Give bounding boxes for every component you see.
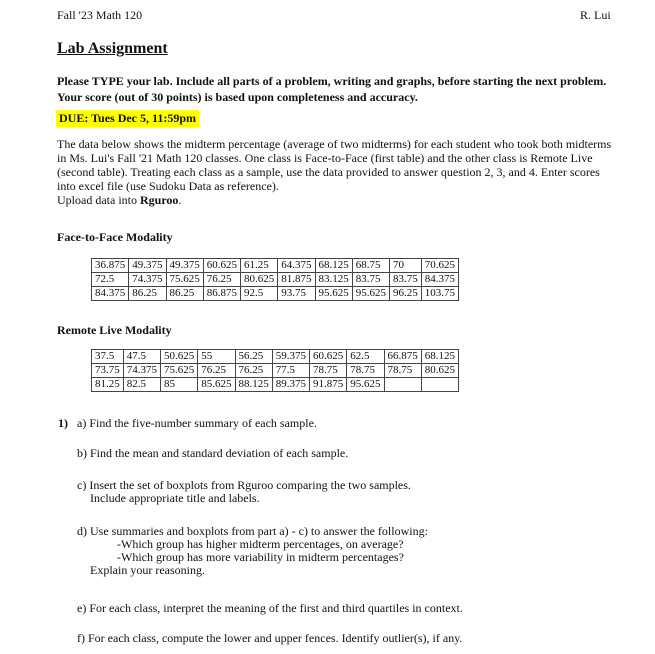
table-cell: 68.125 [421,350,458,364]
table-cell: 78.75 [384,364,421,378]
table-row [92,259,459,273]
instructions: Please TYPE your lab. Include all parts of a problem, writing and graphs, before starting the next problem. Your score (out of 30 points) is based upon completeness and accuracy. [57,74,607,104]
table-cell: 50.625 [161,350,198,364]
question-d-line: d) Use summaries and boxplots from part a) - c) to answer the following: [77,524,428,538]
upload-prefix: Upload data into [57,193,140,207]
table-cell: 81.25 [92,378,124,392]
table-cell: 74.375 [123,364,160,378]
description-text: The data below shows the midterm percentage (average of two midterms) for each student who took both midterms in Ms. Lui's Fall '21 Math 120 classes. One class is Face-to-Face (first table) and the other class is Remote Live (second table). Treating each class as a sample, use the data provided to answer question 2, 3, and 4. Enter scores into excel file (use Sudoku Data as reference). [57,137,612,193]
table-row [92,378,459,392]
table-cell: 56.25 [235,350,272,364]
table-cell: 74.375 [129,273,166,287]
table-cell: 76.25 [235,364,272,378]
table-cell: 78.75 [310,364,347,378]
table-cell [384,378,421,392]
question-f: f) For each class, compute the lower and upper fences. Identify outlier(s), if any. [77,631,463,645]
question-d-line: -Which group has higher midterm percentages, on average? [117,537,404,551]
table-cell: 49.375 [129,259,166,273]
table-cell: 78.75 [347,364,384,378]
table-cell: 86.25 [166,287,203,301]
table-cell: 86.875 [203,287,240,301]
table-cell: 95.625 [352,287,389,301]
table-cell: 83.75 [390,273,422,287]
table-cell: 64.375 [278,259,315,273]
table-row [92,350,459,364]
question-c [77,479,411,505]
table-cell: 55 [198,350,235,364]
table-cell: 47.5 [123,350,160,364]
table-cell: 68.125 [315,259,352,273]
table-cell [421,378,458,392]
table-row [92,287,459,301]
table-cell: 70 [390,259,422,273]
table-cell: 62.5 [347,350,384,364]
table-cell: 95.625 [347,378,384,392]
table-cell: 89.375 [272,378,309,392]
upload-target: Rguroo [139,193,179,207]
table-cell: 92.5 [241,287,278,301]
table-cell: 75.625 [166,273,203,287]
table-cell: 85.625 [198,378,235,392]
question-c-line: Include appropriate title and labels. [90,491,260,505]
table-cell: 60.625 [203,259,240,273]
course-header: Fall '23 Math 120 [57,8,143,22]
description [57,137,617,207]
due-date: DUE: Tues Dec 5, 11:59pm [56,110,199,127]
page-title: Lab Assignment [57,40,168,57]
table-cell: 84.375 [421,273,458,287]
table-cell: 93.75 [278,287,315,301]
table-cell: 96.25 [390,287,422,301]
table-cell: 76.25 [203,273,240,287]
remote-live-table [91,349,459,392]
question-d-line: Explain your reasoning. [90,563,205,577]
table-cell: 36.875 [92,259,129,273]
table-cell: 60.625 [310,350,347,364]
table-row [92,273,459,287]
table-cell: 70.625 [421,259,458,273]
table-cell: 83.75 [352,273,389,287]
table-cell: 91.875 [310,378,347,392]
table-cell: 72.5 [92,273,129,287]
table-cell: 37.5 [92,350,124,364]
table-cell: 83.125 [315,273,352,287]
table-cell: 80.625 [241,273,278,287]
table-cell: 66.875 [384,350,421,364]
table-cell: 95.625 [315,287,352,301]
face-to-face-table [91,258,459,301]
table-cell: 49.375 [166,259,203,273]
question-d-line: -Which group has more variability in midterm percentages? [117,550,404,564]
table-cell: 81.875 [278,273,315,287]
remote-live-label: Remote Live Modality [57,323,172,337]
table-cell: 61.25 [241,259,278,273]
question-e: e) For each class, interpret the meaning of the first and third quartiles in context. [77,601,463,615]
table-cell: 73.75 [92,364,124,378]
question-b: b) Find the mean and standard deviation of each sample. [77,446,349,460]
table-cell: 80.625 [421,364,458,378]
author-header: R. Lui [580,8,611,22]
table-cell: 68.75 [352,259,389,273]
table-cell: 75.625 [161,364,198,378]
question-number: 1) [58,416,68,430]
table-row [92,364,459,378]
question-a: a) Find the five-number summary of each sample. [77,416,317,430]
upload-suffix: . [178,193,182,207]
table-cell: 86.25 [129,287,166,301]
question-c-line: c) Insert the set of boxplots from Rguroo comparing the two samples. [77,478,411,492]
table-cell: 59.375 [272,350,309,364]
table-cell: 82.5 [123,378,160,392]
table-cell: 103.75 [421,287,458,301]
upload-line [57,193,617,207]
table-cell: 84.375 [92,287,129,301]
table-cell: 76.25 [198,364,235,378]
face-to-face-label: Face-to-Face Modality [57,230,173,244]
table-cell: 77.5 [272,364,309,378]
table-cell: 88.125 [235,378,272,392]
table-cell: 85 [161,378,198,392]
question-d [77,525,428,577]
